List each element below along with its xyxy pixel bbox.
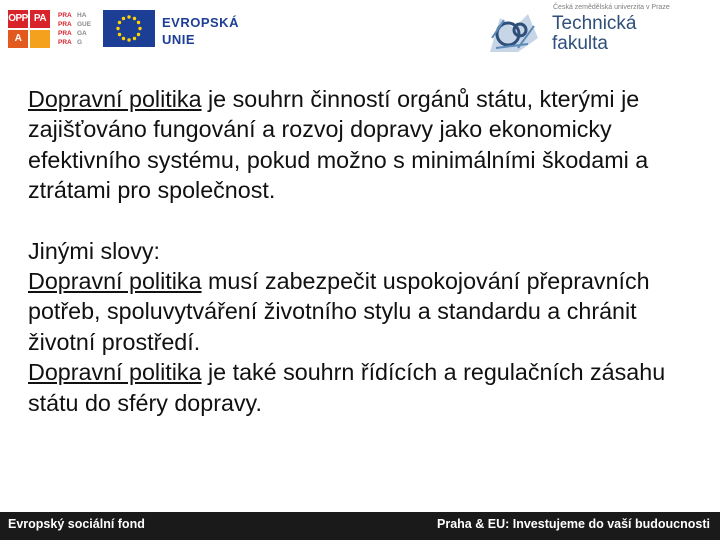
term-underlined: Dopravní politika	[28, 86, 202, 112]
header	[0, 0, 720, 62]
eu-label-line: UNIE	[162, 32, 196, 47]
eu-label-line: EVROPSKÁ	[162, 15, 239, 30]
praha-row	[58, 38, 98, 47]
praha-text: PRA	[58, 21, 72, 28]
praha-text: PRA	[58, 12, 72, 19]
explanation-text: musí zabezpečit uspokojování přepravních potřeb, spoluvytváření životního stylu a standardu a chránit životní prostředí.	[28, 268, 650, 355]
explanation-text: je také souhrn řídících a regulačních zásahu státu do sféry dopravy.	[28, 359, 666, 416]
university-name: Česká zemědělská univerzita v Praze	[553, 4, 670, 11]
eu-flag-icon	[103, 10, 155, 47]
faculty-name	[552, 14, 637, 54]
eu-label	[162, 14, 239, 48]
opp-praha-logo	[8, 10, 52, 50]
faculty-name-line: Technická	[552, 13, 637, 34]
slide-content	[28, 84, 708, 418]
footer-right-text: Praha & EU: Investujeme do vaší budoucnosti	[437, 517, 710, 531]
praha-text: HA	[77, 12, 87, 19]
term-underlined: Dopravní politika	[28, 268, 202, 295]
praha-text: GA	[77, 30, 87, 37]
opp-logo-cell: OPP	[8, 10, 28, 28]
praha-row	[58, 20, 98, 29]
definition-text: je souhrn činností orgánů státu, kterými je zajišťováno fungování a rozvoj dopravy jako ekonomicky efektivního systému, pokud možno s minimálními škodami a ztrátami pro společnost.	[28, 86, 649, 204]
definition-paragraph	[28, 84, 708, 206]
opp-logo-cell: A	[8, 30, 28, 48]
footer-left-text: Evropský sociální fond	[8, 517, 145, 531]
faculty-name-line: fakulta	[552, 33, 608, 54]
praha-text: PRA	[58, 30, 72, 37]
intro-text: Jinými slovy:	[28, 237, 161, 264]
praha-text: G	[77, 39, 83, 46]
opp-logo-cell: PA	[30, 10, 50, 28]
praha-row	[58, 11, 98, 20]
term-underlined: Dopravní politika	[28, 359, 202, 386]
praha-text: GUE	[77, 21, 92, 28]
praha-wordmark	[58, 11, 98, 47]
opp-logo-cell	[30, 30, 50, 48]
technicka-fakulta-emblem-icon	[484, 8, 542, 58]
praha-row	[58, 29, 98, 38]
footer-bar	[0, 512, 720, 540]
explanation-paragraph	[28, 236, 708, 418]
praha-text: PRA	[58, 39, 72, 46]
